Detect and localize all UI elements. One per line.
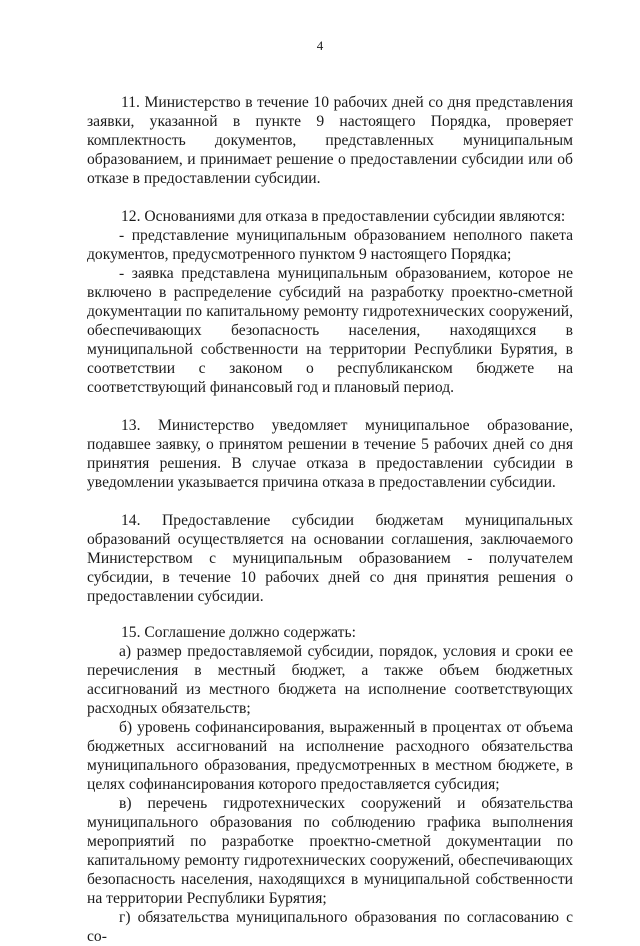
paragraph-15-item-b: б) уровень софинансирования, выраженный в процентах от объема бюджетных ассигнований на исполнение расходного обязательства муниципального образования, предусмотренных в местном бюджете, в целях софинансирования которого предоставляется субсидия; xyxy=(87,719,573,793)
paragraph-15-item-c: в) перечень гидротехнических сооружений и обязательства муниципального образования по соблюдению графика выполнения мероприятий по разработке проектно-сметной документации по капитальному ремонту гидротехнических сооружений, обеспечивающих безопасность населения, находящихся в муниципальной собственности на территории Республики Бурятия; xyxy=(87,795,573,907)
paragraph-12-item-1: - представление муниципальным образованием неполного пакета документов, предусмотренного пунктом 9 настоящего Порядка; xyxy=(87,227,573,263)
paragraph-15-item-a: а) размер предоставляемой субсидии, порядок, условия и сроки ее перечисления в местный бюджет, а также объем бюджетных ассигнований из местного бюджета на исполнение соответствующих расходных обязательств; xyxy=(87,643,573,717)
paragraph-14: 14. Предоставление субсидии бюджетам муниципальных образований осуществляется на основании соглашения, заключаемого Министерством с муниципальным образованием - получателем субсидии, в течение 10 рабочих дней со дня принятия решения о предоставлении субсидии. xyxy=(87,512,573,605)
page-number: 4 xyxy=(316,38,324,53)
document-body xyxy=(87,93,573,946)
paragraph-12: 12. Основаниями для отказа в предоставлении субсидии являются: xyxy=(121,208,566,225)
paragraph-12-item-2: - заявка представлена муниципальным образованием, которое не включено в распределение субсидий на разработку проектно-сметной документации по капитальному ремонту гидротехнических сооружений, обеспечивающих безопасность населения, находящихся в муниципальной собственности на территории Республики Бурятия, в соответствии с законом о республиканском бюджете на соответствующий финансовый год и плановый период. xyxy=(87,265,573,396)
paragraph-15: 15. Соглашение должно содержать: xyxy=(121,624,356,641)
paragraph-11: 11. Министерство в течение 10 рабочих дней со дня представления заявки, указанной в пункте 9 настоящего Порядка, проверяет комплектность документов, представленных муниципальным образованием, и принимает решение о предоставлении субсидии или об отказе в предоставлении субсидии. xyxy=(87,94,573,187)
paragraph-13: 13. Министерство уведомляет муниципальное образование, подавшее заявку, о принятом решении в течение 5 рабочих дней со дня принятия решения. В случае отказа в предоставлении субсидии в уведомлении указывается причина отказа в предоставлении субсидии. xyxy=(87,417,573,491)
paragraph-15-item-d: г) обязательства муниципального образования по согласованию с со- xyxy=(87,909,573,945)
